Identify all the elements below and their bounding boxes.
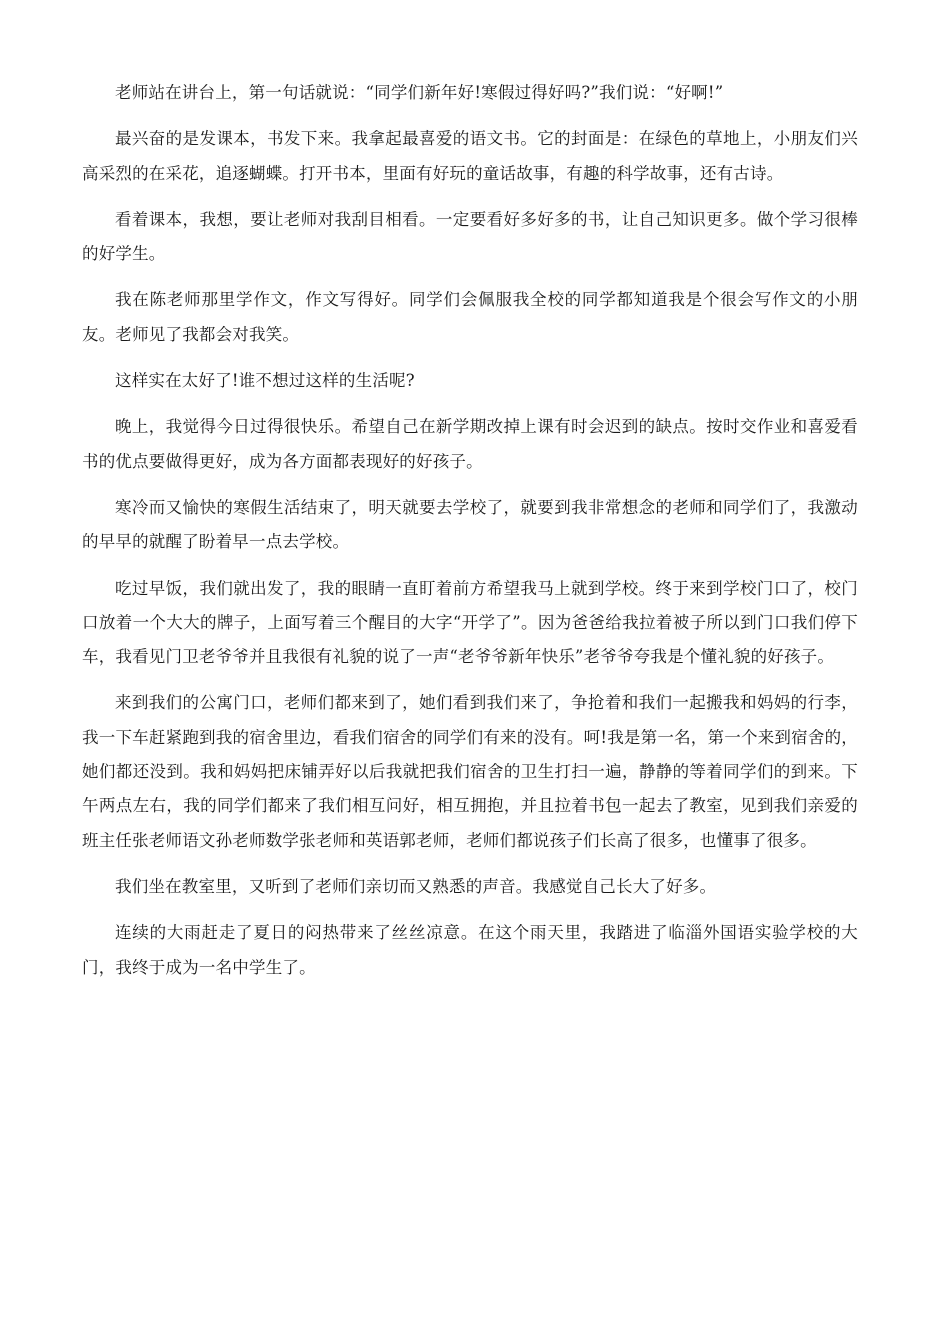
paragraph-10: 我们坐在教室里，又听到了老师们亲切而又熟悉的声音。我感觉自己长大了好多。: [115, 876, 717, 896]
paragraph-7: 寒冷而又愉快的寒假生活结束了，明天就要去学校了，就要到我非常想念的老师和同学们了，我激动的早早的就醒了盼着早一点去学校。: [82, 497, 858, 552]
paragraph-8: 吃过早饭，我们就出发了，我的眼睛一直盯着前方希望我马上就到学校。终于来到学校门口了，校门口放着一个大大的牌子，上面写着三个醒目的大字“开学了”。因为爸爸给我拉着被子所以到门口我们停下车，我看见门卫老爷爷并且我很有礼貌的说了一声“老爷爷新年快乐”老爷爷夸我是个懂礼貌的好孩子。: [82, 578, 858, 667]
paragraph-4: 我在陈老师那里学作文，作文写得好。同学们会佩服我全校的同学都知道我是个很会写作文的小朋友。老师见了我都会对我笑。: [82, 290, 858, 344]
paragraph-9: 来到我们的公寓门口，老师们都来到了，她们看到我们来了，争抢着和我们一起搬我和妈妈的行李，我一下车赶紧跑到我的宿舍里边，看我们宿舍的同学们有来的没有。呵!我是第一名，第一个来到宿舍的，她们都还没到。我和妈妈把床铺弄好以后我就把我们宿舍的卫生打扫一遍，静静的等着同学们的到来。下午两点左右，我的同学们都来了我们相互问好，相互拥抱，并且拉着书包一起去了教室，见到我们亲爱的班主任张老师语文孙老师数学张老师和英语郭老师，老师们都说孩子们长高了很多，也懂事了很多。: [82, 693, 858, 850]
paragraph-6: 晚上，我觉得今日过得很快乐。希望自己在新学期改掉上课有时会迟到的缺点。按时交作业和喜爱看书的优点要做得更好，成为各方面都表现好的好孩子。: [82, 417, 858, 471]
paragraph-2: 最兴奋的是发课本，书发下来。我拿起最喜爱的语文书。它的封面是：在绿色的草地上，小朋友们兴高采烈的在采花，追逐蝴蝶。打开书本，里面有好玩的童话故事，有趣的科学故事，还有古诗。: [82, 129, 858, 183]
paragraph-1: 老师站在讲台上，第一句话就说：“同学们新年好!寒假过得好吗?”我们说：“好啊!”: [115, 83, 724, 102]
paragraph-5: 这样实在太好了!谁不想过这样的生活呢?: [115, 371, 415, 391]
document-body: [82, 76, 858, 997]
paragraph-11: 连续的大雨赶走了夏日的闷热带来了丝丝凉意。在这个雨天里，我踏进了临淄外国语实验学校的大门，我终于成为一名中学生了。: [82, 923, 858, 977]
paragraph-3: 看着课本，我想，要让老师对我刮目相看。一定要看好多好多的书，让自己知识更多。做个学习很棒的好学生。: [82, 209, 858, 264]
